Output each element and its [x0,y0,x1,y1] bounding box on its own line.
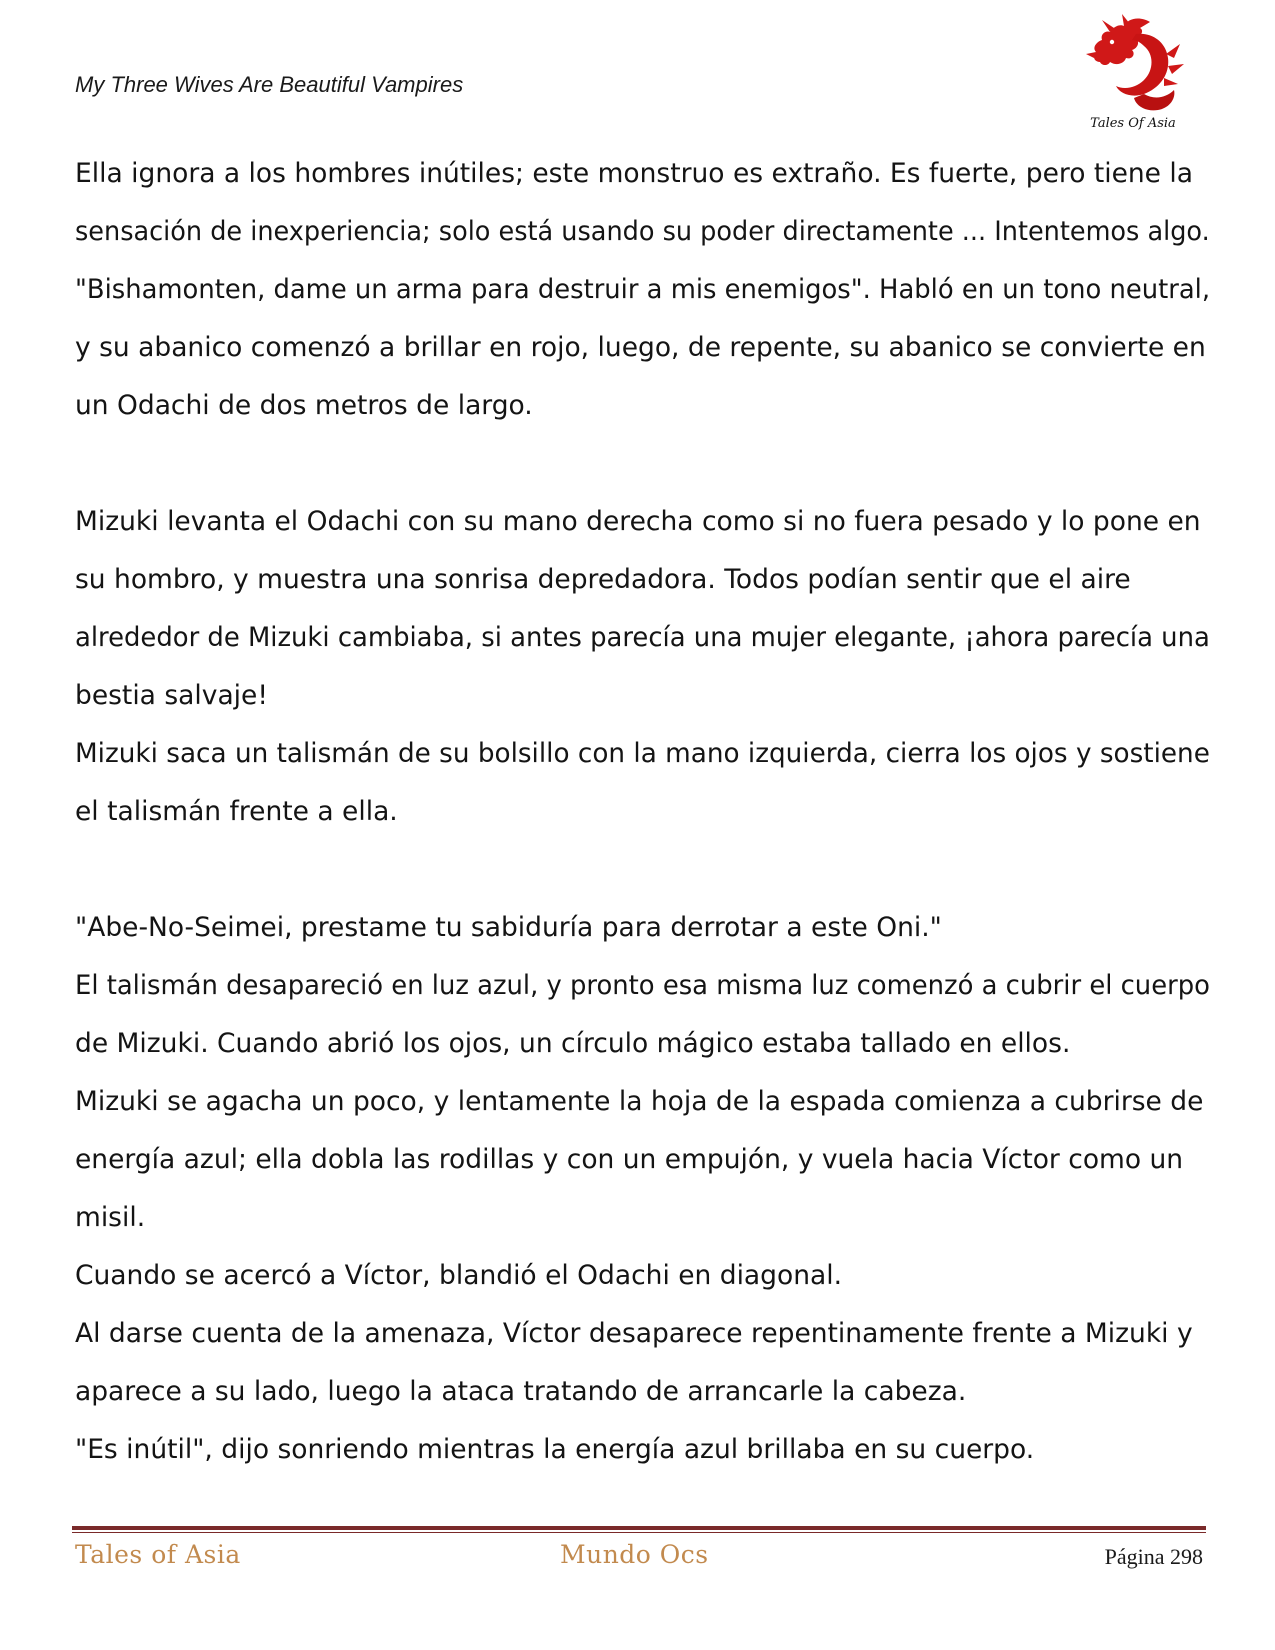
text-line: y su abanico comenzó a brillar en rojo, luego, de repente, su abanico se convierte en [75,332,1206,363]
footer-divider-thin [72,1532,1206,1533]
text-line: Al darse cuenta de la amenaza, Víctor desaparece repentinamente frente a Mizuki y [75,1318,1193,1349]
paragraph [75,493,1210,841]
logo-text: Tales Of Asia [1090,116,1176,131]
text-line: energía azul; ella dobla las rodillas y con un empujón, y vuela hacia Víctor como un [75,1144,1184,1175]
text-line: "Bishamonten, dame un arma para destruir a mis enemigos". Habló en un tono neutral, [75,274,1211,305]
publisher-logo [1080,14,1186,138]
text-line: Mizuki se agacha un poco, y lentamente la hoja de la espada comienza a cubrirse de [75,1086,1204,1117]
text-line: Mizuki levanta el Odachi con su mano derecha como si no fuera pesado y lo pone en [75,506,1201,537]
footer-publisher: Tales of Asia [75,1540,241,1569]
text-line: de Mizuki. Cuando abrió los ojos, un círculo mágico estaba tallado en ellos. [75,1028,1071,1059]
paragraph [75,145,1210,435]
text-line: Ella ignora a los hombres inútiles; este monstruo es extraño. Es fuerte, pero tiene la [75,158,1194,189]
text-line: bestia salvaje! [75,680,268,711]
footer-divider [72,1526,1206,1530]
text-line: aparece a su lado, luego la ataca tratando de arrancarle la cabeza. [75,1376,967,1407]
paragraph [75,899,1210,1479]
red-dragon-icon [1080,14,1186,118]
book-title: My Three Wives Are Beautiful Vampires [75,72,464,97]
text-line: Mizuki saca un talismán de su bolsillo con la mano izquierda, cierra los ojos y sostiene [75,738,1210,769]
page-number: Página 298 [1104,1544,1203,1569]
text-line: su hombro, y muestra una sonrisa depredadora. Todos podían sentir que el aire [75,564,1131,595]
footer-translator: Mundo Ocs [560,1540,709,1569]
text-line: El talismán desapareció en luz azul, y pronto esa misma luz comenzó a cubrir el cuerpo [75,970,1210,1001]
text-line: "Es inútil", dijo sonriendo mientras la energía azul brillaba en su cuerpo. [75,1434,1035,1465]
text-line: alrededor de Mizuki cambiaba, si antes parecía una mujer elegante, ¡ahora parecía una [75,622,1210,653]
text-line: sensación de inexperiencia; solo está usando su poder directamente ... Intentemos algo. [75,216,1210,247]
text-line: el talismán frente a ella. [75,796,398,827]
text-line: Cuando se acercó a Víctor, blandió el Odachi en diagonal. [75,1260,843,1291]
text-line: un Odachi de dos metros de largo. [75,390,533,421]
text-line: "Abe-No-Seimei, prestame tu sabiduría para derrotar a este Oni." [75,912,942,943]
text-line: misil. [75,1202,146,1233]
body-text [75,145,1210,1479]
